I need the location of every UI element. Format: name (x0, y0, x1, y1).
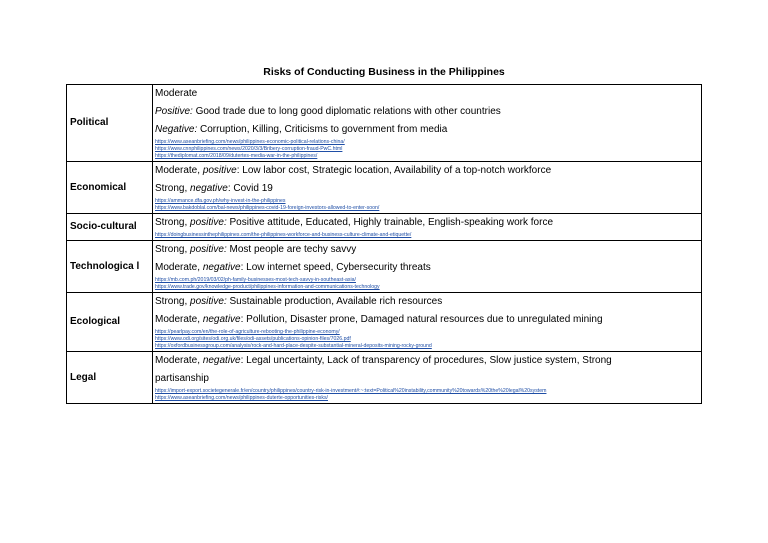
risk-line (155, 121, 699, 139)
risk-polarity-label: positive: (190, 244, 227, 255)
risk-level-text: Strong, (155, 296, 191, 307)
risk-description (153, 85, 702, 162)
source-links (155, 388, 699, 403)
risk-factors-text: : Low labor cost, Strategic location, Availability of a top-notch workforce (236, 165, 552, 176)
document-title: Risks of Conducting Business in the Philippines (263, 66, 505, 78)
table-row (67, 352, 702, 404)
risk-line (155, 311, 699, 329)
risk-line (155, 103, 699, 121)
source-link[interactable]: https://www.aseanbriefing.com/news/philippines-economic-political-relations-china/ (155, 139, 345, 145)
risk-level-text: Strong, (155, 244, 191, 255)
risk-table-body (67, 85, 702, 404)
table-row (67, 85, 702, 162)
risk-level-text: Strong, (155, 217, 191, 228)
risk-level-text: Moderate, (155, 165, 203, 176)
risk-category: Economical (67, 162, 153, 214)
risk-polarity-label: Negative: (155, 124, 198, 135)
risk-polarity-label: positive: (190, 296, 227, 307)
source-link[interactable]: https://import-export.societegenerale.fr/en/country/philippines/country-risk-in-investment#:~:text=Political%20instability,community%20towards%20the%20legal%20system (155, 388, 547, 394)
source-link[interactable]: https://www.cnnphilippines.com/news/2020/3/3/Bribery-corruption-fraud-PwC.html (155, 146, 343, 152)
risk-category: Political (67, 85, 153, 162)
risk-description (153, 352, 702, 404)
source-link[interactable]: https://mb.com.ph/2019/03/02/ph-family-businesses-most-tech-savvy-in-southeast-asia/ (155, 277, 356, 283)
table-row (67, 214, 702, 241)
source-links (155, 198, 699, 213)
risk-factors-text: : Low internet speed, Cybersecurity threats (240, 262, 431, 273)
risk-level-text: Moderate, (155, 314, 203, 325)
source-links (155, 139, 699, 161)
risk-factors-text: : Pollution, Disaster prone, Damaged natural resources due to unregulated mining (240, 314, 603, 325)
risk-line (155, 180, 699, 198)
table-row (67, 241, 702, 293)
risk-level-text: Strong, (155, 183, 191, 194)
risk-description (153, 162, 702, 214)
source-link[interactable]: https://ammance.dfa.gov.ph/why-invest-in-the-philippines (155, 198, 286, 204)
source-link[interactable]: https://www.odi.org/sites/odi.org.uk/files/odi-assets/publications-opinion-files/7026.pdf (155, 336, 351, 342)
risk-category: Ecological (67, 293, 153, 352)
risk-polarity-label: negative (202, 355, 241, 366)
risk-factors-text: : Legal uncertainty, Lack of transparency of procedures, Slow justice system, Strong (240, 355, 612, 366)
source-link[interactable]: https://oxfordbusinessgroup.com/analysis/rock-and-hard-place-despite-substantial-mineral-deposits-mining-rocky-ground (155, 343, 432, 349)
risk-factors-text: Good trade due to long good diplomatic relations with other countries (192, 106, 501, 117)
table-row (67, 162, 702, 214)
source-link[interactable]: https://pearlpay.com/en/the-role-of-agriculture-rebooting-the-philippine-economy/ (155, 329, 340, 335)
risk-description (153, 214, 702, 241)
risk-line (155, 162, 699, 180)
source-link[interactable]: https://www.aseanbriefing.com/news/philippines-duterte-opportunities-risks/ (155, 395, 328, 401)
risk-description (153, 241, 702, 293)
risk-level-text: Moderate, (155, 262, 203, 273)
risk-line (155, 241, 699, 259)
source-link[interactable]: https://www.trade.gov/knowledge-product/philippines-information-and-communications-technology (155, 284, 380, 290)
source-links (155, 329, 699, 351)
source-link[interactable]: https://www.bakdoblal.com/bal-news/philippines-covid-19-foreign-investors-allowed-to-enter-soon/ (155, 205, 380, 211)
risk-category: Socio-cultural (67, 214, 153, 241)
source-links (155, 232, 699, 240)
risk-factors-text: Corruption, Killing, Criticisms to government from media (197, 124, 448, 135)
risk-line (155, 259, 699, 277)
risk-polarity-label: positive: (190, 217, 227, 228)
risk-factors-text: : Covid 19 (227, 183, 273, 194)
risk-polarity-label: negative (190, 183, 228, 194)
risk-line (155, 352, 699, 370)
risk-factors-text: Sustainable production, Available rich resources (226, 296, 443, 307)
source-links (155, 277, 699, 292)
risk-line (155, 214, 699, 232)
risk-polarity-label: positive (202, 165, 237, 176)
risk-line (155, 370, 699, 388)
risk-table (66, 84, 702, 404)
risk-category: Legal (67, 352, 153, 404)
source-link[interactable]: https://doingbusinessinthephilippines.com/the-philippines-workforce-and-business-culture-climate-and-etiquette/ (155, 232, 412, 238)
risk-factors-text: Positive attitude, Educated, Highly trainable, English-speaking work force (226, 217, 554, 228)
risk-category: Technologica l (67, 241, 153, 293)
risk-level-text: Moderate, (155, 355, 203, 366)
risk-line (155, 293, 699, 311)
risk-polarity-label: Positive: (155, 106, 193, 117)
risk-level-text: Moderate (155, 88, 198, 99)
risk-description (153, 293, 702, 352)
source-link[interactable]: https://thediplomat.com/2018/09/dutertes-media-war-in-the-philippines/ (155, 153, 318, 159)
risk-level-text: partisanship (155, 373, 209, 384)
risk-polarity-label: negative (202, 314, 241, 325)
risk-factors-text: Most people are techy savvy (226, 244, 357, 255)
risk-polarity-label: negative (202, 262, 241, 273)
risk-line (155, 85, 699, 103)
table-row (67, 293, 702, 352)
